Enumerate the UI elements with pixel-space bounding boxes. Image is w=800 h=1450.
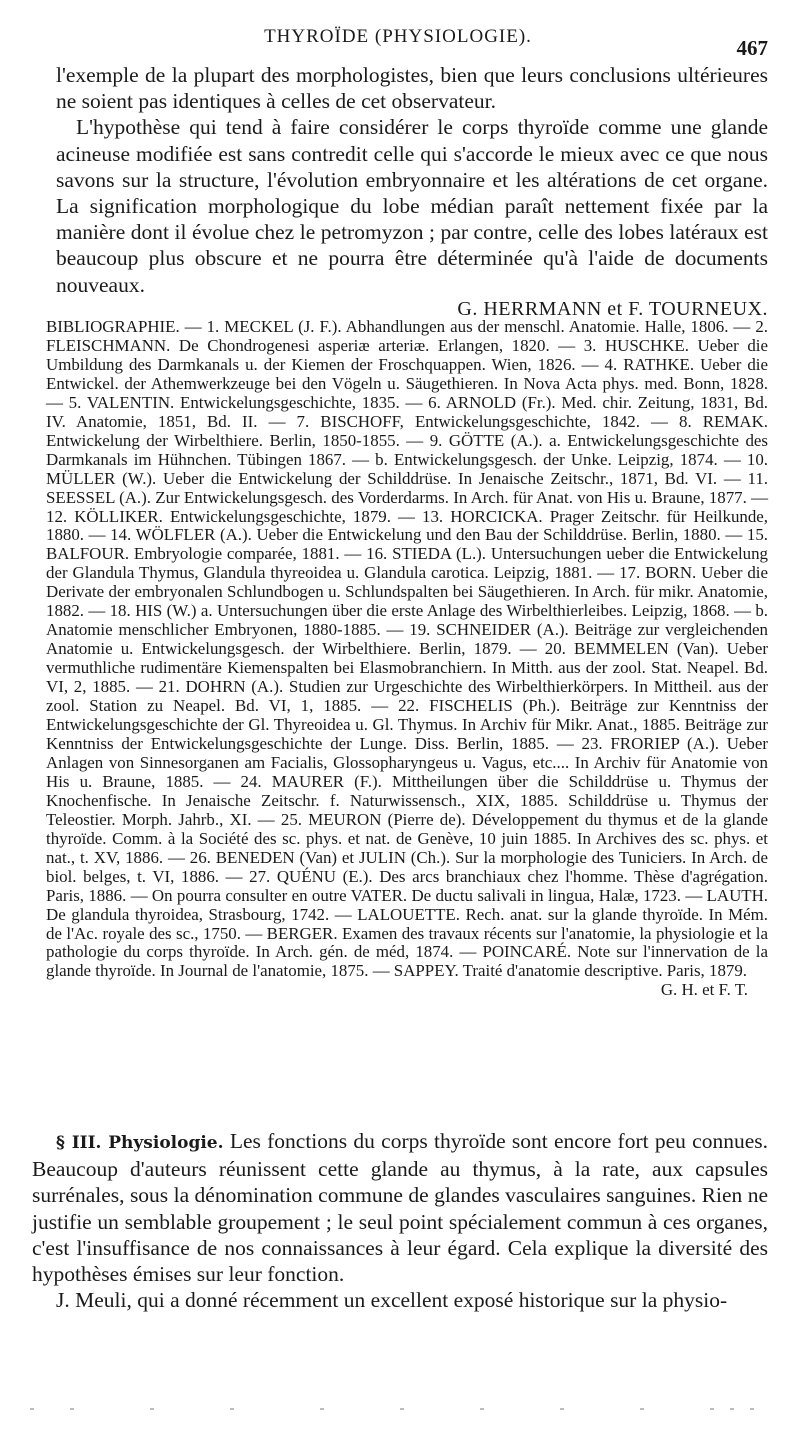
section-paragraph-2: J. Meuli, qui a donné récemment un excellent exposé historique sur la physio- bbox=[56, 1288, 728, 1313]
running-title: THYROÏDE (PHYSIOLOGIE). bbox=[264, 26, 532, 47]
physiology-section bbox=[32, 1128, 768, 1313]
intro-text bbox=[56, 62, 768, 322]
section-paragraph-1 bbox=[32, 1128, 768, 1287]
bibliography bbox=[46, 318, 768, 1000]
intro-paragraph-1: l'exemple de la plupart des morphologistes, bien que leurs conclusions ultérieures ne soient pas identiques à celles de cet observateur. bbox=[56, 63, 768, 114]
intro-paragraph-2: L'hypothèse qui tend à faire considérer le corps thyroïde comme une glande acineuse modifiée est sans contredit celle qui s'accorde le mieux avec ce que nous savons sur la structure, l'évolution embryonnaire et les altérations de cet organe. La signification morphologique du lobe médian paraît nettement fixée par la manière dont il évolue chez le petromyzon ; par contre, celle des lobes latéraux est beaucoup plus obscure et ne pourra être déterminée qu'à l'aide de documents nouveaux. bbox=[56, 115, 768, 297]
page-bottom-specks bbox=[30, 1408, 770, 1418]
section-heading: § III. Physiologie. bbox=[56, 1133, 224, 1153]
bibliography-signature: G. H. et F. T. bbox=[660, 980, 748, 1000]
running-head bbox=[28, 26, 768, 60]
authors-signature: G. HERRMANN et F. TOURNEUX. bbox=[457, 297, 768, 320]
page-number: 467 bbox=[736, 36, 768, 60]
section-paragraph-1-text: Les fonctions du corps thyroïde sont encore fort peu connues. Beaucoup d'auteurs réunissent cette glande au thymus, à la rate, aux capsules surrénales, sous la dénomination commune de glandes vasculaires sanguines. Rien ne justifie un semblable groupement ; le seul point spécialement commun à ces organes, c'est l'insuffisance de nos connaissances à leur égard. Cela explique la diversité des hypothèses émises sur leur fonction. bbox=[32, 1129, 768, 1287]
bibliography-text: BIBLIOGRAPHIE. — 1. MECKEL (J. F.). Abhandlungen aus der menschl. Anatomie. Halle, 1806. — 2. FLEISCHMANN. De Chondrogenesi asperiæ arteriæ. Erlangen, 1820. — 3. HUSCHKE. Ueber die Umbildung des Darmkanals u. der Kiemen der Froschquappen. Wien, 1826. — 4. RATHKE. Ueber die Entwickel. der Athemwerkzeuge bei den Vögeln u. Säugethieren. In Nova Acta phys. med. Bonn, 1828. — 5. VALENTIN. Entwickelungsgeschichte, 1835. — 6. ARNOLD (Fr.). Med. chir. Zeitung, 1831, Bd. IV. Anatomie, 1851, Bd. II. — 7. BISCHOFF, Entwickelungsgeschichte, 1842. — 8. REMAK. Entwickelung der Wirbelthiere. Berlin, 1850-1855. — 9. GÖTTE (A.). a. Entwickelungsgeschichte des Darmkanals im Hühnchen. Tübingen 1867. — b. Entwickelungsgesch. der Unke. Leipzig, 1874. — 10. MÜLLER (W.). Ueber die Entwickelung der Schilddrüse. In Jenaische Zeitschr., 1871, Bd. VI. — 11. SEESSEL (A.). Zur Entwickelungsgesch. des Vorderdarms. In Arch. für Anat. von His u. Braune, 1877. — 12. KÖLLIKER. Entwickelungsgeschichte, 1879. — 13. HORCICKA. Prager Zeitschr. für Heilkunde, 1880. — 14. WÖLFLER (A.). Ueber die Entwickelung und den Bau der Schilddrüse. Berlin, 1880. — 15. BALFOUR. Embryologie comparée, 1881. — 16. STIEDA (L.). Untersuchungen ueber die Entwickelung der Glandula Thymus, Glandula thyreoidea u. Glandula carotica. Leipzig, 1881. — 17. BORN. Ueber die Derivate der embryonalen Schlundbogen u. Schlundspalten bei Säugethieren. In Arch. für mikr. Anatomie, 1882. — 18. HIS (W.) a. Untersuchungen über die erste Anlage des Wirbelthierleibes. Leipzig, 1868. — b. Anatomie menschlicher Embryonen, 1880-1885. — 19. SCHNEIDER (A.). Beiträge zur vergleichenden Anatomie u. Entwickelungsgesch. der Wirbelthiere. Berlin, 1879. — 20. BEMMELEN (Van). Ueber vermuthliche rudimentäre Kiemenspalten bei Elasmobranchiern. In Mitth. aus der zool. Stat. Neapel. Bd. VI, 2, 1885. — 21. DOHRN (A.). Studien zur Urgeschichte des Wirbelthierkörpers. In Mittheil. aus der zool. Station zu Neapel. Bd. VI, 1, 1885. — 22. FISCHELIS (Ph.). Beiträge zur Kenntniss der Entwickelungsgeschichte der Gl. Thyreoidea u. Gl. Thymus. In Archiv für Mikr. Anat., 1885. Beiträge zur Kenntniss der Entwickelungsgeschichte der Lunge. Diss. Berlin, 1885. — 23. FRORIEP (A.). Ueber Anlagen von Sinnesorganen am Facialis, Glossopharyngeus u. Vagus, etc.... In Archiv für Anatomie von His u. Braune, 1885. — 24. MAURER (F.). Mittheilungen über die Schilddrüse u. Thymus der Knochenfische. In Jenaische Zeitschr. f. Naturwissensch., XIX, 1885. Schilddrüse u. Thymus der Teleostier. Morph. Jahrb., XI. — 25. MEURON (Pierre de). Développement du thymus et de la glande thyroïde. Comm. à la Société des sc. phys. et nat. de Genève, 10 juin 1885. In Archives des sc. phys. et nat., t. XV, 1886. — 26. BENEDEN (Van) et JULIN (Ch.). Sur la morphologie des Tuniciers. In Arch. de biol. belges, t. VI, 1886. — 27. QUÉNU (E.). Des arcs branchiaux chez l'homme. Thèse d'agrégation. Paris, 1886. — On pourra consulter en outre VATER. De ductu salivali in lingua, Halæ, 1723. — LAUTH. De glandula thyroidea, Strasbourg, 1742. — LALOUETTE. Rech. anat. sur la glande thyroïde. In Mém. de l'Ac. royale des sc., 1750. — BERGER. Examen des travaux récents sur l'anatomie, la physiologie et la pathologie du corps thyroïde. In Arch. gén. de méd, 1874. — POINCARÉ. Note sur l'innervation de la glande thyroïde. In Journal de l'anatomie, 1875. — SAPPEY. Traité d'anatomie descriptive. Paris, 1879. bbox=[46, 317, 768, 981]
